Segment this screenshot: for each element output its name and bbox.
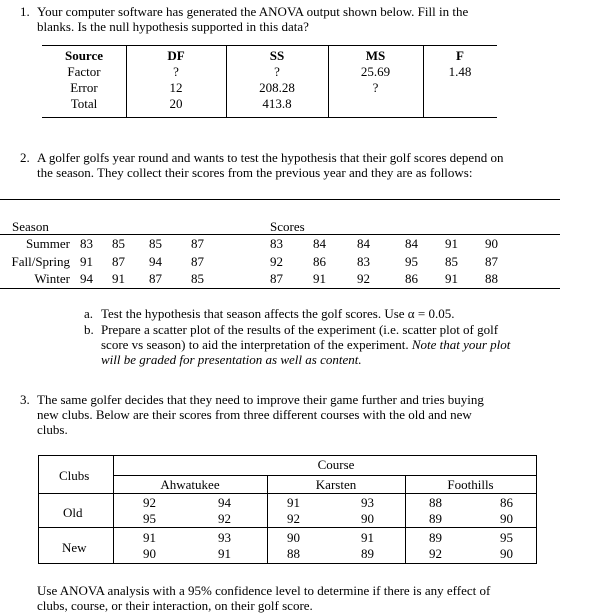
anova-cell: 413.8 — [262, 96, 292, 111]
clubs-score-cell: 86 — [500, 495, 513, 510]
clubs-score-cell: 92 — [287, 511, 300, 526]
score-cell: 85 — [445, 254, 458, 269]
score-cell: 91 — [313, 271, 326, 286]
q1-text-line1: Your computer software has generated the ANOVA output shown below. Fill in the — [37, 4, 469, 19]
score-cell: 91 — [445, 271, 458, 286]
clubs-score-cell: 92 — [218, 511, 231, 526]
score-cell: 87 — [191, 236, 204, 251]
clubs-score-cell: 89 — [429, 511, 442, 526]
clubs-score-cell: 95 — [500, 530, 513, 545]
q2b-line3: will be graded for presentation as well as content. — [101, 352, 362, 367]
course-name: Foothills — [447, 477, 494, 492]
clubs-score-cell: 95 — [143, 511, 156, 526]
score-cell: 86 — [405, 271, 418, 286]
q2b-label: b. — [84, 322, 94, 337]
anova-cell: Error — [70, 80, 98, 95]
anova-cell: 12 — [169, 80, 183, 95]
clubs-rule — [38, 563, 537, 564]
anova-header-df: DF — [167, 48, 185, 63]
anova-cell: ? — [274, 64, 280, 79]
anova-bottom-rule — [42, 117, 497, 118]
q1-number: 1. — [20, 4, 30, 19]
clubs-rule — [113, 475, 537, 476]
score-cell: 94 — [149, 254, 162, 269]
clubs-score-cell: 90 — [500, 511, 513, 526]
q1-text-line2: blanks. Is the null hypothesis supported in this data? — [37, 19, 309, 34]
clubs-score-cell: 90 — [500, 546, 513, 561]
clubs-score-cell: 91 — [287, 495, 300, 510]
q3-footer-line1: Use ANOVA analysis with a 95% confidence level to determine if there is any effect of — [37, 583, 491, 598]
course-header: Course — [317, 457, 355, 472]
q3-text-line1: The same golfer decides that they need to improve their game further and tries buying — [37, 392, 484, 407]
season-label: Winter — [34, 271, 70, 286]
score-cell: 87 — [112, 254, 125, 269]
clubs-score-cell: 90 — [287, 530, 300, 545]
q2a-text: Test the hypothesis that season affects the golf scores. Use α = 0.05. — [101, 306, 455, 321]
anova-header-ms: MS — [365, 48, 386, 63]
score-cell: 87 — [270, 271, 283, 286]
score-cell: 94 — [80, 271, 93, 286]
clubs-divider — [536, 455, 537, 563]
q2-text-line2: the season. They collect their scores from the previous year and they are as follows: — [37, 165, 473, 180]
q2b-line2-wrap — [101, 337, 510, 352]
season-header-rule — [0, 234, 560, 235]
clubs-score-cell: 90 — [143, 546, 156, 561]
clubs-score-cell: 89 — [361, 546, 374, 561]
clubs-score-cell: 89 — [429, 530, 442, 545]
q2-number: 2. — [20, 150, 30, 165]
clubs-score-cell: 90 — [361, 511, 374, 526]
score-cell: 86 — [313, 254, 326, 269]
score-cell: 83 — [80, 236, 93, 251]
season-header: Season — [12, 219, 49, 234]
clubs-score-cell: 93 — [361, 495, 374, 510]
anova-cell: 20 — [169, 96, 183, 111]
score-cell: 91 — [80, 254, 93, 269]
clubs-score-cell: 91 — [218, 546, 231, 561]
clubs-header: Clubs — [59, 468, 90, 483]
clubs-score-cell: 91 — [361, 530, 374, 545]
q2b-line1: Prepare a scatter plot of the results of the experiment (i.e. scatter plot of golf — [101, 322, 499, 337]
course-name: Karsten — [315, 477, 357, 492]
clubs-divider — [38, 455, 39, 563]
anova-header-ss: SS — [269, 48, 285, 63]
score-cell: 88 — [485, 271, 498, 286]
old-clubs-label: Old — [63, 505, 83, 520]
anova-header-source: Source — [64, 48, 104, 63]
q3-number: 3. — [20, 392, 30, 407]
anova-cell: 1.48 — [448, 64, 472, 79]
q3-text-line2: new clubs. Below are their scores from three different courses with the old and new — [37, 407, 472, 422]
q2a-label: a. — [84, 306, 94, 321]
score-cell: 85 — [149, 236, 162, 251]
course-name: Ahwatukee — [160, 477, 220, 492]
score-cell: 91 — [445, 236, 458, 251]
q2b-line2: score vs season) to aid the interpretation of the experiment. — [101, 337, 409, 352]
score-cell: 90 — [485, 236, 498, 251]
score-cell: 84 — [405, 236, 418, 251]
season-bottom-rule — [0, 288, 560, 289]
clubs-score-cell: 88 — [287, 546, 300, 561]
score-cell: 84 — [357, 236, 370, 251]
anova-cell: 25.69 — [360, 64, 391, 79]
score-cell: 84 — [313, 236, 326, 251]
score-cell: 83 — [270, 236, 283, 251]
clubs-score-cell: 92 — [143, 495, 156, 510]
season-top-rule — [0, 199, 560, 200]
score-cell: 92 — [270, 254, 283, 269]
q2b-line2-italic: Note that your plot — [411, 337, 511, 352]
anova-cell: Factor — [67, 64, 101, 79]
score-cell: 87 — [149, 271, 162, 286]
anova-cell: ? — [372, 80, 379, 95]
season-label: Summer — [25, 236, 70, 251]
score-cell: 87 — [485, 254, 498, 269]
anova-cell: 208.28 — [259, 80, 295, 95]
q3-footer-line2: clubs, course, or their interaction, on their golf score. — [37, 598, 313, 613]
clubs-score-cell: 93 — [218, 530, 231, 545]
q2-text-line1: A golfer golfs year round and wants to test the hypothesis that their golf scores depend on — [37, 150, 504, 165]
anova-top-rule — [42, 45, 497, 46]
new-clubs-label: New — [62, 540, 87, 555]
anova-cell: ? — [173, 64, 179, 79]
score-cell: 83 — [357, 254, 370, 269]
clubs-divider — [113, 455, 114, 563]
q3-text-line3: clubs. — [37, 422, 68, 437]
anova-cell: Total — [70, 96, 98, 111]
score-cell: 92 — [357, 271, 370, 286]
clubs-score-cell: 94 — [218, 495, 231, 510]
clubs-score-cell: 88 — [429, 495, 442, 510]
clubs-score-cell: 91 — [143, 530, 156, 545]
score-cell: 87 — [191, 254, 204, 269]
score-cell: 95 — [405, 254, 418, 269]
score-cell: 91 — [112, 271, 125, 286]
scores-header: Scores — [270, 219, 305, 234]
score-cell: 85 — [112, 236, 125, 251]
anova-header-f: F — [456, 48, 464, 63]
clubs-score-cell: 92 — [429, 546, 442, 561]
season-label: Fall/Spring — [11, 254, 70, 269]
score-cell: 85 — [191, 271, 204, 286]
